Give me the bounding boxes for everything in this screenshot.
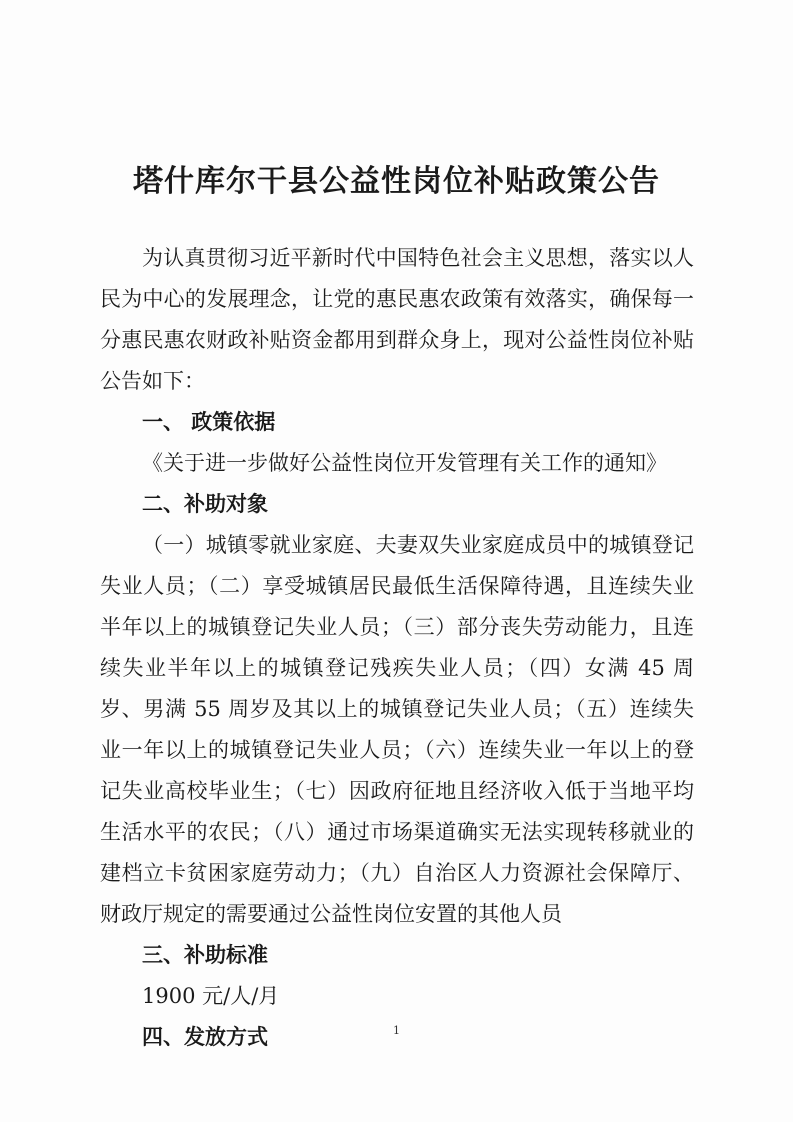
section-heading-policy-basis: 一、 政策依据 bbox=[142, 410, 276, 434]
page-number: 1 bbox=[393, 1024, 400, 1037]
section-heading-subsidy-standard: 三、补助标准 bbox=[142, 943, 268, 967]
section-heading-payment-method: 四、发放方式 bbox=[142, 1025, 268, 1049]
section-heading-subsidy-targets: 二、补助对象 bbox=[142, 492, 268, 516]
section-content-subsidy-targets: （一）城镇零就业家庭、夫妻双失业家庭成员中的城镇登记失业人员；（二）享受城镇居民最低生活保障待遇，且连续失业半年以上的城镇登记失业人员；（三）部分丧失劳动能力，且连续失业半年以上的城镇登记残疾失业人员；（四）女满 45 周岁、男满 55 周岁及其以上的城镇登记失业人员；（五）连续失业一年以上的城镇登记失业人员；（六）连续失业一年以上的登记失业高校毕业生；（七）因政府征地且经济收入低于当地平均生活水平的农民；（八）通过市场渠道确实无法实现转移就业的建档立卡贫困家庭劳动力；（九）自治区人力资源社会保障厅、财政厅规定的需要通过公益性岗位安置的其他人员 bbox=[100, 533, 694, 926]
section-content-policy-basis: 《关于进一步做好公益性岗位开发管理有关工作的通知》 bbox=[142, 451, 667, 475]
document-title: 塔什库尔干县公益性岗位补贴政策公告 bbox=[133, 164, 660, 199]
section-content-subsidy-standard: 1900 元/人/月 bbox=[142, 984, 280, 1008]
intro-paragraph: 为认真贯彻习近平新时代中国特色社会主义思想，落实以人民为中心的发展理念，让党的惠民惠农政策有效落实，确保每一分惠民惠农财政补贴资金都用到群众身上，现对公益性岗位补贴公告如下： bbox=[100, 246, 694, 393]
document-body bbox=[100, 238, 694, 1058]
